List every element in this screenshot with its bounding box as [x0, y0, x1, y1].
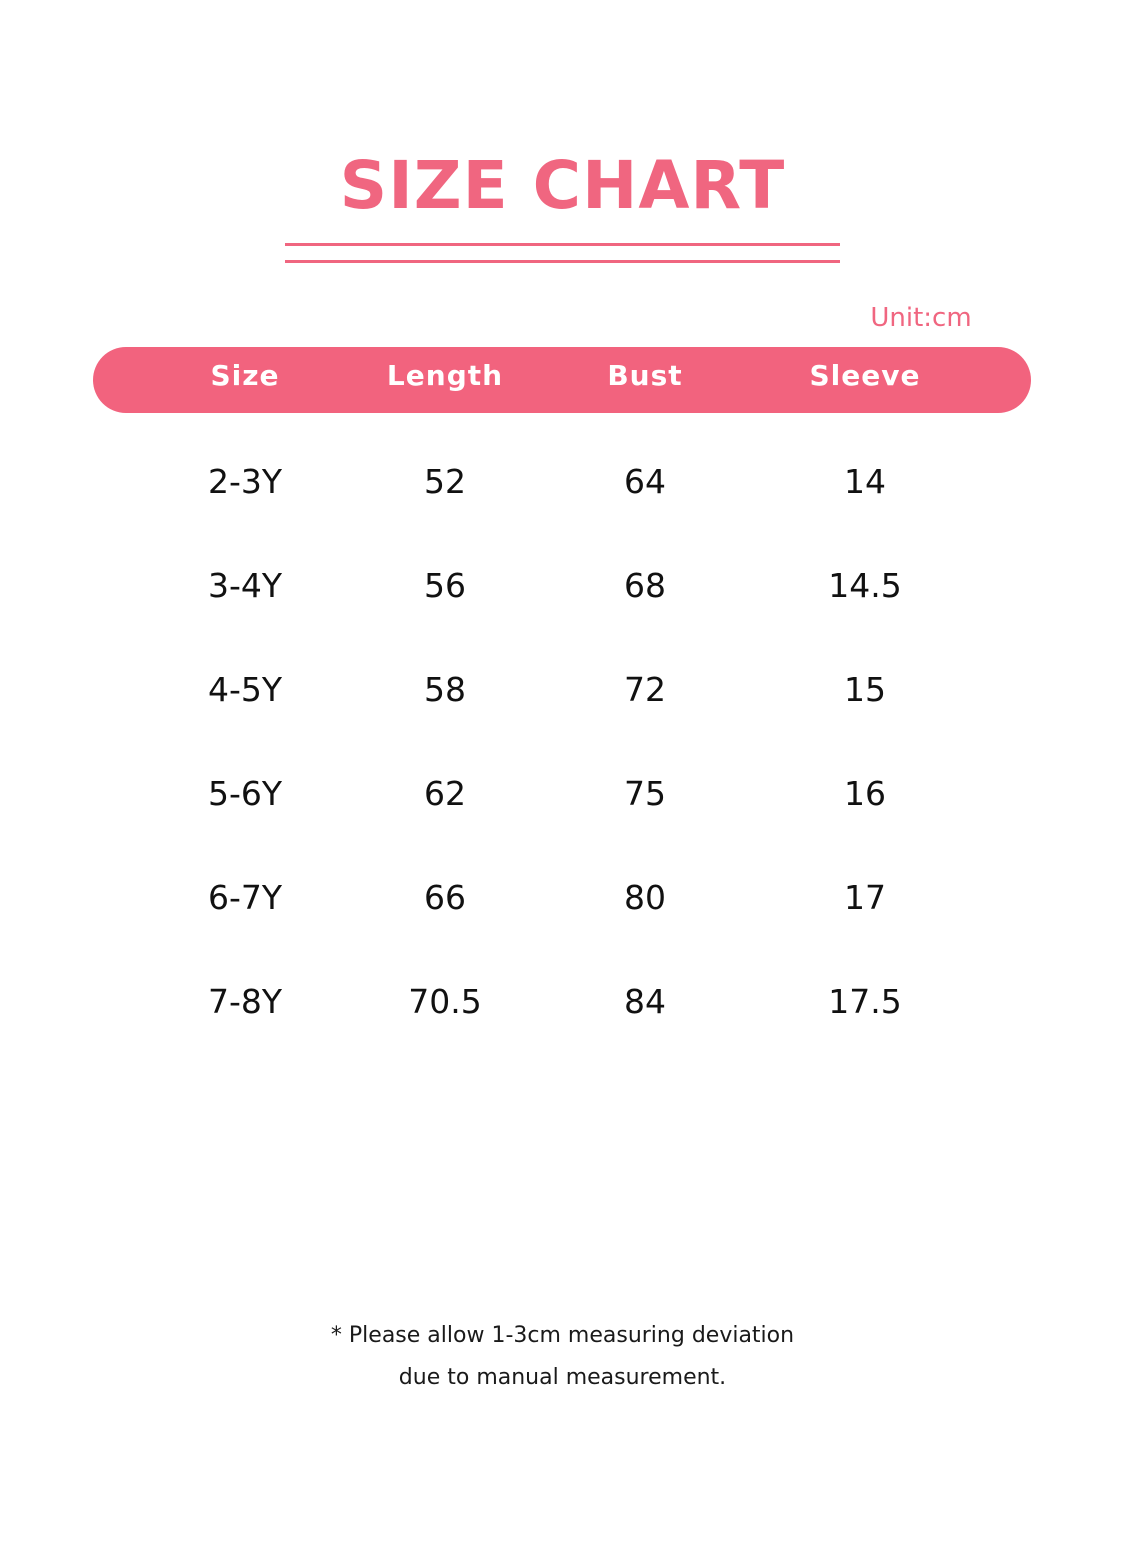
- cell-size: 5-6Y: [207, 774, 283, 813]
- cell-bust: 80: [624, 878, 666, 917]
- table-row: [93, 868, 1031, 928]
- cell-size: 2-3Y: [207, 462, 283, 501]
- cell-length: 66: [424, 878, 466, 917]
- cell-length: 52: [424, 462, 466, 501]
- cell-size: 6-7Y: [207, 878, 283, 917]
- cell-sleeve: 14: [844, 462, 886, 501]
- cell-sleeve: 16: [844, 774, 886, 813]
- cell-sleeve: 14.5: [828, 566, 902, 605]
- cell-sleeve: 17.5: [828, 982, 902, 1021]
- table-row: [93, 660, 1031, 720]
- cell-sleeve: 17: [844, 878, 886, 917]
- header-bust: Bust: [607, 359, 683, 392]
- table-row: [93, 764, 1031, 824]
- table-row: [93, 556, 1031, 616]
- cell-length: 62: [424, 774, 466, 813]
- cell-length: 70.5: [408, 982, 482, 1021]
- page-title: SIZE CHART: [339, 147, 786, 224]
- header-sleeve: Sleeve: [809, 359, 921, 392]
- cell-length: 56: [424, 566, 466, 605]
- cell-length: 58: [424, 670, 466, 709]
- measurement-note-line1: * Please allow 1-3cm measuring deviation: [330, 1323, 795, 1348]
- measurement-note-line2: due to manual measurement.: [398, 1365, 727, 1390]
- cell-size: 7-8Y: [207, 982, 283, 1021]
- cell-size: 4-5Y: [207, 670, 283, 709]
- cell-bust: 72: [624, 670, 666, 709]
- cell-bust: 75: [624, 774, 666, 813]
- title-divider-top: [285, 243, 840, 246]
- cell-sleeve: 15: [844, 670, 886, 709]
- cell-size: 3-4Y: [207, 566, 283, 605]
- table-header: [93, 347, 1031, 413]
- table-row: [93, 452, 1031, 512]
- table-row: [93, 972, 1031, 1032]
- cell-bust: 84: [624, 982, 666, 1021]
- cell-bust: 64: [624, 462, 666, 501]
- title-divider-bottom: [285, 260, 840, 263]
- unit-label: Unit:cm: [870, 303, 972, 333]
- cell-bust: 68: [624, 566, 666, 605]
- header-size: Size: [210, 359, 280, 392]
- header-length: Length: [386, 359, 504, 392]
